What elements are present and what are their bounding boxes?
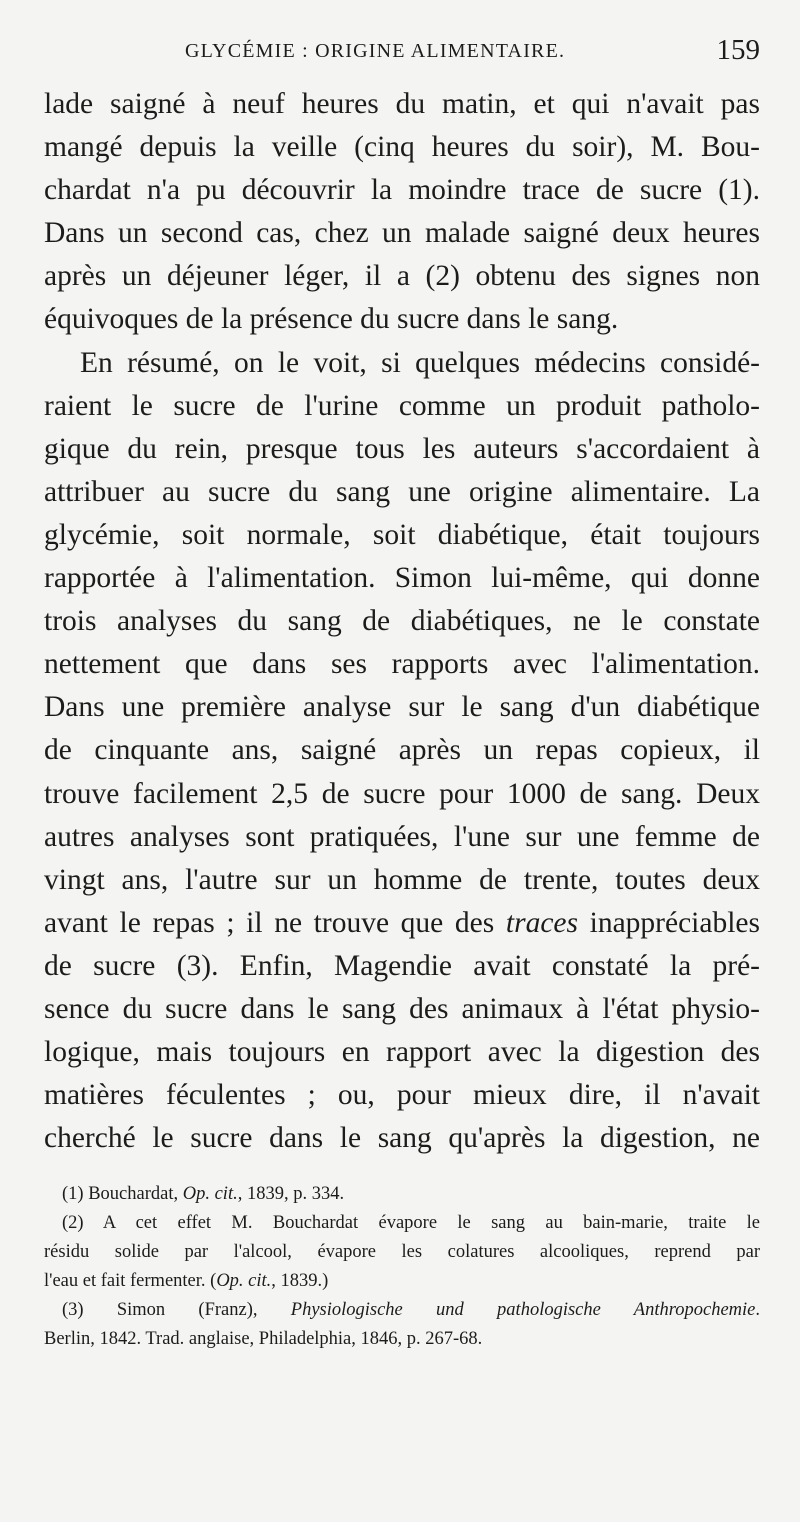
footnote-line [44, 1296, 760, 1325]
body-line: nettement que dans ses rapports avec l'alimentation. [44, 648, 760, 681]
footnote-text: (1) Bouchardat, [62, 1184, 183, 1204]
footnote-line [44, 1238, 760, 1267]
running-title: GLYCÉMIE : ORIGINE ALIMENTAIRE. [185, 40, 566, 62]
body-text [44, 83, 760, 1160]
footnote-italic: Op. cit. [182, 1184, 238, 1204]
body-line: équivoques de la présence du sucre dans le sang. [44, 303, 619, 336]
footnote-line [44, 1209, 760, 1238]
footnote-text: résidu solide par l'alcool, évapore les colatures alcooliques, reprend par [44, 1242, 760, 1262]
page-number: 159 [716, 34, 760, 66]
footnote-italic: Physiologische und pathologische Anthropochemie [290, 1300, 756, 1320]
body-line: de sucre (3). Enfin, Magendie avait constaté la pré- [44, 949, 760, 982]
body-line: attribuer au sucre du sang une origine alimentaire. La [44, 475, 760, 508]
footnote-italic: Op. cit. [216, 1271, 272, 1291]
body-line: cherché le sucre dans le sang qu'après la digestion, ne [44, 1122, 760, 1155]
body-line: sence du sucre dans le sang des animaux à l'état physio- [44, 992, 760, 1025]
body-line: gique du rein, presque tous les auteurs s'accordaient à [44, 432, 760, 465]
footnote-text: , 1839, p. 334. [237, 1184, 345, 1204]
footnotes [44, 1180, 760, 1354]
italic-term: traces [505, 906, 578, 939]
footnote-text: (3) Simon (Franz), [62, 1300, 291, 1320]
running-head [185, 36, 760, 72]
body-line: après un déjeuner léger, il a (2) obtenu des signes non [44, 260, 760, 293]
body-line: de cinquante ans, saigné après un repas copieux, il [44, 734, 760, 767]
body-line [44, 902, 760, 945]
body-line: lade saigné à neuf heures du matin, et qui n'avait pas [44, 88, 760, 120]
body-line: raient le sucre de l'urine comme un produit patholo- [44, 389, 760, 422]
body-line: matières féculentes ; ou, pour mieux dire, il n'avait [44, 1079, 760, 1112]
footnote-text: l'eau et fait fermenter. ( [44, 1271, 217, 1291]
body-line: autres analyses sont pratiquées, l'une sur une femme de [44, 820, 760, 853]
body-line: chardat n'a pu découvrir la moindre trace de sucre (1). [44, 174, 760, 207]
footnote-text: Berlin, 1842. Trad. anglaise, Philadelphia, 1846, p. 267-68. [44, 1329, 483, 1349]
body-line: trouve facilement 2,5 de sucre pour 1000 de sang. Deux [44, 777, 760, 810]
body-line: vingt ans, l'autre sur un homme de trente, toutes deux [44, 863, 760, 896]
line-text: inappréciables [577, 906, 760, 939]
footnote-line [44, 1180, 760, 1209]
body-line: trois analyses du sang de diabétiques, ne le constate [44, 605, 760, 638]
body-line: mangé depuis la veille (cinq heures du soir), M. Bou- [44, 131, 760, 164]
body-line: logique, mais toujours en rapport avec la digestion des [44, 1036, 760, 1069]
body-line: rapportée à l'alimentation. Simon lui-même, qui donne [44, 562, 760, 595]
footnote-text: . [755, 1300, 760, 1320]
body-line: Dans un second cas, chez un malade saigné deux heures [44, 217, 760, 250]
footnote-line [44, 1267, 760, 1296]
line-text: avant le repas ; il ne trouve que des [44, 906, 506, 939]
footnote-text: (2) A cet effet M. Bouchardat évapore le sang au bain-marie, traite le [62, 1213, 760, 1233]
body-line: glycémie, soit normale, soit diabétique, était toujours [44, 518, 760, 551]
body-line: En résumé, on le voit, si quelques médecins considé- [80, 346, 760, 379]
footnote-line [44, 1325, 760, 1354]
body-line: Dans une première analyse sur le sang d'un diabétique [44, 691, 760, 724]
footnote-text: , 1839.) [271, 1271, 329, 1291]
